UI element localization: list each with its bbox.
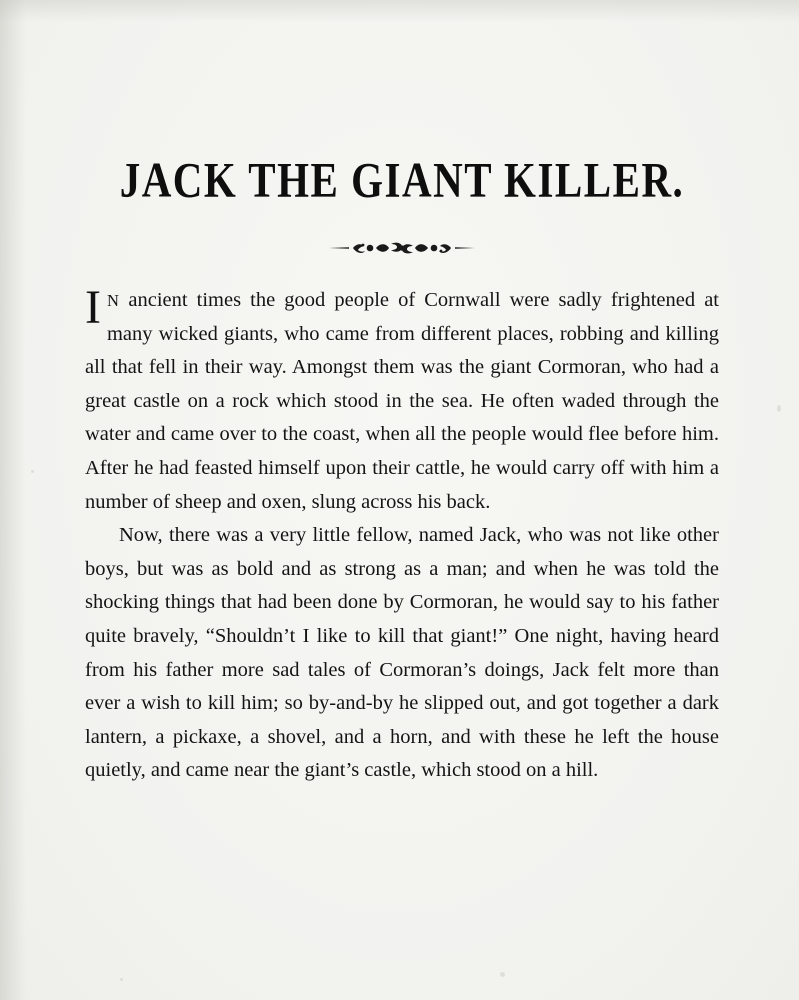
page-edge-shading-top [0,0,799,22]
paragraph-1-text: ancient times the good people of Cornwall were sadly frightened at many wicked giants, who came from different places, robbing and killing all that fell in their way. Amongst them was the giant Cormoran, who had a great castle on a rock which stood in the sea. He often waded through the water and came over to the coast, when all the people would flee before him. After he had feasted himself upon their cattle, he would carry off with him a number of sheep and oxen, slung across his back. [85,289,719,513]
page-title: JACK THE GIANT KILLER. [119,151,685,208]
page-content [85,150,719,788]
small-caps-lead: N [106,291,120,310]
paper-speck [120,978,123,981]
paragraph-2-text: Now, there was a very little fellow, named Jack, who was not like other boys, but was as bold and as strong as a man; and when he was told the shocking things that had been done by Cormoran, he would say to his father quite bravely, “Shouldn’t I like to kill that giant!” One night, having heard from his father more sad tales of Cormoran’s doings, Jack felt more than ever a wish to kill him; so by-and-by he slipped out, and got together a dark lantern, a pickaxe, a shovel, and a horn, and with these he left the house quietly, and came near the giant’s castle, which stood on a hill. [85,524,719,782]
drop-cap: I [85,281,101,334]
paper-speck [31,470,34,473]
paragraph-1 [85,281,719,519]
paragraph-2 [85,519,719,788]
floral-divider-ornament [327,240,477,258]
paper-speck [500,972,505,977]
story-body [85,281,719,788]
paper-speck [777,405,781,412]
page-edge-shading-left [0,0,26,1000]
